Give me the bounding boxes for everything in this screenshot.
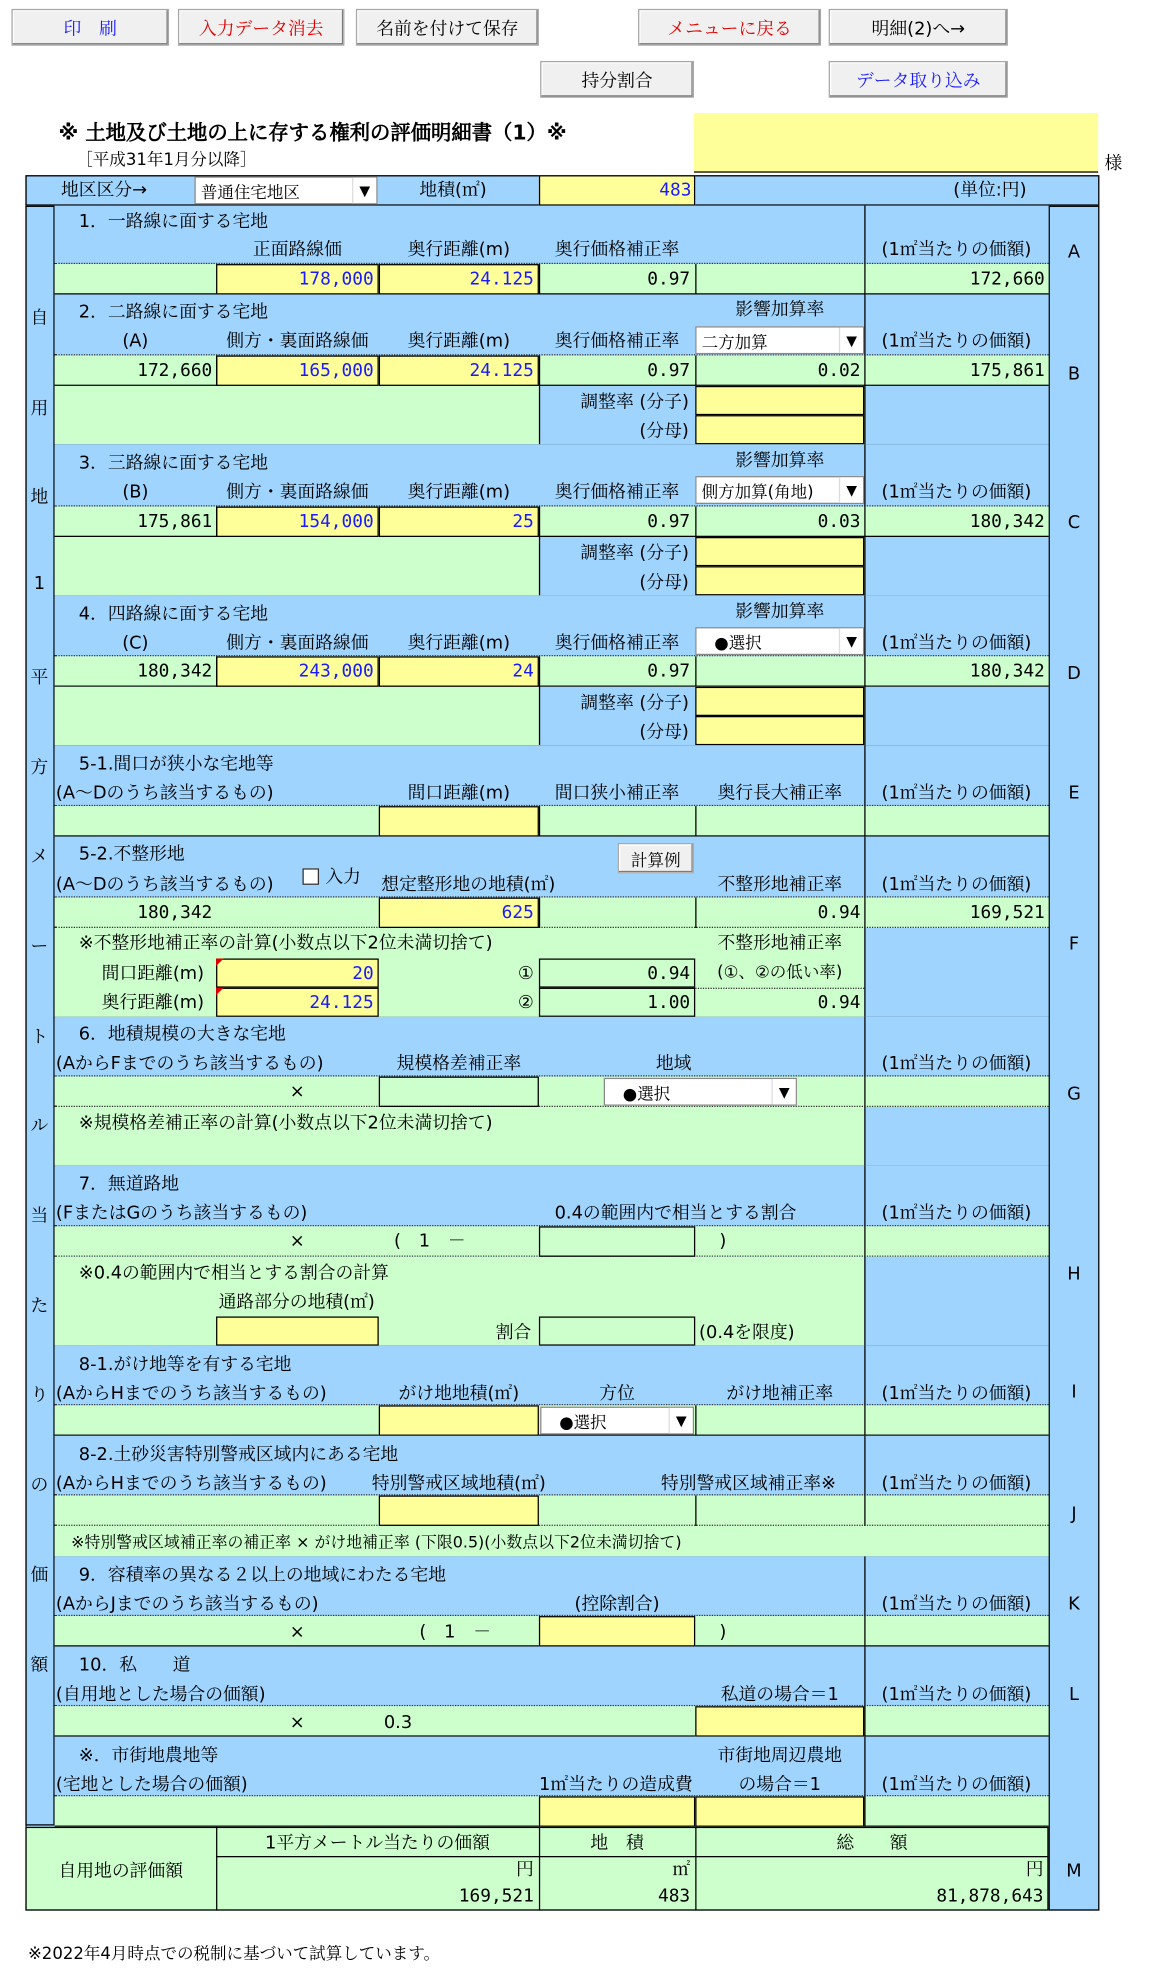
- s2-side-price-label: 側方・裏面路線価: [226, 331, 369, 352]
- s4-depth-label: 奥行距離(m): [407, 633, 511, 654]
- s2-adj-num-label: 調整率 (分子): [580, 392, 689, 413]
- s3-per-m2-label: (1㎡当たりの価額): [881, 482, 1032, 503]
- s2-depth-value: 24.125: [469, 360, 534, 381]
- sfarm-per-m2-label: (1㎡当たりの価額): [881, 1774, 1032, 1796]
- s52-c2: ②: [517, 992, 534, 1014]
- s7-sub: (FまたはGのうち該当するもの): [55, 1203, 308, 1224]
- s10-letter: L: [1069, 1684, 1079, 1705]
- s3-method-value: 側方加算(角地): [701, 483, 814, 503]
- side-label-char: 額: [30, 1654, 49, 1676]
- s52-depth-value: 24.125: [309, 992, 374, 1014]
- save-as-button[interactable]: 名前を付けて保存: [356, 9, 539, 46]
- s52-v1: 0.94: [647, 963, 691, 984]
- side-label-char: メ: [30, 846, 49, 868]
- s51-narrow-label: 間口狭小補正率: [554, 783, 680, 804]
- s52-depth-label: 奥行距離(m): [101, 992, 205, 1014]
- s1-depth-label: 奥行距離(m): [407, 239, 511, 261]
- side-label-char: ル: [30, 1116, 49, 1137]
- s81-per-m2-label: (1㎡当たりの価額): [881, 1383, 1032, 1405]
- s7-note: ※0.4の範囲内で相当とする割合の計算: [78, 1263, 389, 1284]
- s4-side-price-label: 側方・裏面路線価: [226, 633, 369, 654]
- calc-example-button[interactable]: 計算例: [618, 843, 694, 873]
- s52-base-value: 180,342: [137, 902, 213, 923]
- side-label-char: 当: [30, 1206, 49, 1227]
- s4-influence-label: 影響加算率: [735, 601, 825, 623]
- s2-title: 2．二路線に面する宅地: [78, 302, 269, 323]
- s4-base-label: (C): [122, 633, 149, 654]
- s9-sub: (AからJまでのうち該当するもの): [55, 1594, 319, 1615]
- side-label-char: 1: [33, 573, 46, 595]
- s3-result-value: 180,342: [969, 511, 1045, 532]
- side-label-char: り: [30, 1385, 49, 1406]
- s52-title: 5-2.不整形地: [78, 844, 185, 865]
- s6-scale-cell: [379, 1077, 539, 1107]
- s3-letter: C: [1067, 512, 1081, 534]
- s6-note: ※規模格差補正率の計算(小数点以下2位未満切捨て): [78, 1113, 493, 1134]
- eval-area-head: 地 積: [590, 1833, 644, 1854]
- s4-per-m2-label: (1㎡当たりの価額): [881, 633, 1032, 654]
- s52-lower-label: (①、②の低い率): [717, 963, 843, 983]
- s3-title: 3．三路線に面する宅地: [78, 453, 269, 474]
- s6-region-select[interactable]: [604, 1078, 797, 1106]
- form-title: ※ 土地及び土地の上に存する権利の評価明細書（1）※: [58, 120, 567, 145]
- s3-side-price-label: 側方・裏面路線価: [226, 482, 369, 503]
- s82-letter: J: [1071, 1504, 1077, 1525]
- s2-rate-value: 0.97: [647, 360, 691, 381]
- s1-per-m2-label: (1㎡当たりの価額): [881, 239, 1032, 261]
- s51-long-label: 奥行長大補正率: [717, 783, 843, 804]
- clear-input-button[interactable]: 入力データ消去: [178, 9, 345, 46]
- s52-rate-value: 0.94: [817, 902, 861, 923]
- sama-label: 様: [1104, 153, 1123, 174]
- s2-result-value: 175,861: [969, 360, 1045, 381]
- s52-result-value: 169,521: [969, 902, 1045, 923]
- s3-adj-den-input[interactable]: [695, 566, 864, 595]
- s52-input-label: 入力: [325, 867, 361, 888]
- s6-scale-label: 規模格差補正率: [396, 1053, 522, 1074]
- owner-name-input[interactable]: [694, 113, 1098, 173]
- s4-letter: D: [1067, 663, 1081, 685]
- s81-direction-value: ●選択: [559, 1413, 607, 1433]
- print-button[interactable]: 印 刷: [11, 9, 169, 46]
- s3-adj-num-input[interactable]: [695, 537, 864, 566]
- s7-per-m2-label: (1㎡当たりの価額): [881, 1203, 1032, 1224]
- s81-direction-select[interactable]: [540, 1407, 694, 1435]
- s9-times: ×: [289, 1622, 305, 1643]
- s3-side-price-value: 154,000: [298, 511, 374, 532]
- s52-letter: F: [1068, 934, 1080, 955]
- s2-base-value: 172,660: [137, 360, 213, 381]
- s82-area-label: 特別警戒区域地積(㎡): [371, 1473, 546, 1495]
- s82-area-input[interactable]: [379, 1495, 539, 1525]
- s52-irr-rate2-label: 不整形地補正率: [717, 933, 843, 954]
- s4-base-value: 180,342: [137, 661, 213, 682]
- s52-final-value: 0.94: [817, 992, 861, 1014]
- s10-factor: 0.3: [383, 1712, 413, 1733]
- s51-sub: (A～Dのうち該当するもの): [55, 783, 274, 804]
- side-label-char: 方: [30, 757, 49, 778]
- s51-frontage-label: 間口距離(m): [407, 783, 511, 804]
- s82-per-m2-label: (1㎡当たりの価額): [881, 1473, 1032, 1495]
- s1-rate-value: 0.97: [647, 269, 691, 290]
- s9-deduct-input[interactable]: [539, 1616, 695, 1646]
- s3-adj-num-label: 調整率 (分子): [580, 543, 689, 564]
- s1-title: 1．一路線に面する宅地: [78, 212, 269, 233]
- chevron-down-icon: ▼: [352, 178, 376, 203]
- s2-adj-den-input[interactable]: [695, 415, 864, 444]
- area-label: 地積(㎡): [419, 180, 487, 201]
- eval-area-value: 483: [658, 1886, 691, 1907]
- s4-adj-num-input[interactable]: [695, 687, 864, 716]
- eval-price-head: 1平方メートル当たりの価額: [265, 1833, 490, 1854]
- s3-influence-label: 影響加算率: [735, 450, 825, 471]
- s51-letter: E: [1068, 783, 1080, 804]
- eval-m2-unit: ㎡: [672, 1859, 691, 1881]
- s6-title: 6．地積規模の大きな宅地: [78, 1024, 286, 1045]
- s51-title: 5-1.間口が狭小な宅地等: [78, 754, 274, 775]
- s4-result-value: 180,342: [969, 661, 1045, 682]
- s2-rate-label: 奥行価格補正率: [554, 331, 680, 352]
- s9-title: 9．容積率の異なる２以上の地域にわたる宅地: [78, 1565, 447, 1586]
- s52-irr-rate-label: 不整形地補正率: [717, 874, 843, 895]
- s10-private-label: 私道の場合＝1: [720, 1684, 839, 1705]
- s52-c1: ①: [517, 963, 534, 984]
- s81-cliff-area-label: がけ地地積(㎡): [398, 1383, 520, 1405]
- s3-adj-den-label: (分母): [639, 572, 689, 593]
- s7-ratio-label: 割合: [495, 1322, 532, 1344]
- sfarm-cost-input[interactable]: [539, 1796, 695, 1826]
- s4-adj-den-input[interactable]: [695, 716, 864, 745]
- s1-rate-label: 奥行価格補正率: [554, 239, 680, 261]
- district-select-value: 普通住宅地区: [200, 183, 300, 203]
- s81-sub: (AからHまでのうち該当するもの): [55, 1383, 327, 1405]
- s6-sub: (AからFまでのうち該当するもの): [55, 1053, 324, 1074]
- s1-front-label: 正面路線価: [252, 239, 342, 261]
- s7-open: ( 1 －: [394, 1231, 466, 1252]
- s3-base-label: (B): [122, 482, 149, 503]
- s2-adj-num-input[interactable]: [695, 386, 864, 415]
- footer-note: ※2022年4月時点での税制に基づいて試算しています。: [27, 1944, 441, 1964]
- s3-depth-label: 奥行距離(m): [407, 482, 511, 503]
- s81-title: 8-1.がけ地等を有する宅地: [78, 1354, 292, 1375]
- side-label-char: 用: [30, 398, 49, 419]
- s7-close: ): [719, 1231, 727, 1252]
- form-subtitle: ［平成31年1月分以降］: [76, 151, 257, 171]
- s2-base-label: (A): [122, 331, 149, 352]
- s6-region-value: ●選択: [622, 1084, 671, 1104]
- eval-total-head: 総 額: [836, 1833, 908, 1854]
- s51-per-m2-label: (1㎡当たりの価額): [881, 783, 1032, 804]
- s52-sub: (A～Dのうち該当するもの): [55, 874, 274, 895]
- s10-title: 10．私 道: [78, 1655, 191, 1676]
- s7-range-cell: [539, 1226, 695, 1256]
- s6-letter: G: [1067, 1084, 1081, 1105]
- s9-per-m2-label: (1㎡当たりの価額): [881, 1594, 1032, 1615]
- s82-title: 8-2.土砂災害特別警戒区域内にある宅地: [78, 1444, 399, 1466]
- s81-cliff-area-input[interactable]: [379, 1405, 539, 1435]
- s81-cliff-rate-label: がけ地補正率: [726, 1383, 834, 1405]
- s7-limit-label: (0.4を限度): [699, 1322, 795, 1344]
- s2-depth-label: 奥行距離(m): [407, 331, 511, 352]
- s4-depth-value: 24: [512, 661, 534, 682]
- s82-note: ※特別警戒区域補正率の補正率 × がけ地補正率 (下限0.5)(小数点以下2位未満切捨て): [71, 1532, 682, 1552]
- sfarm-near-input[interactable]: [695, 1796, 864, 1826]
- s81-letter: I: [1071, 1382, 1077, 1403]
- s2-influence-label: 影響加算率: [735, 299, 825, 320]
- side-label-char: 平: [30, 667, 49, 688]
- side-label-char: た: [30, 1295, 49, 1317]
- chevron-down-icon: ▼: [839, 477, 863, 502]
- side-label-char: 価: [30, 1565, 49, 1586]
- eval-yen-unit: 円: [516, 1859, 534, 1881]
- unit-label: (単位:円): [953, 180, 1027, 201]
- s1-result-value: 172,660: [969, 269, 1045, 290]
- s9-letter: K: [1068, 1594, 1080, 1615]
- s10-private-input[interactable]: [695, 1706, 864, 1736]
- eval-price-value: 169,521: [458, 1886, 534, 1907]
- s3-depth-value: 25: [512, 511, 534, 532]
- s1-letter: A: [1067, 242, 1081, 263]
- s3-rate-value: 0.97: [647, 511, 691, 532]
- data-import-button[interactable]: データ取り込み: [829, 61, 1008, 98]
- s7-ratio-cell: [539, 1316, 695, 1345]
- s4-side-price-value: 243,000: [298, 661, 374, 682]
- s2-side-price-value: 165,000: [298, 360, 374, 381]
- s7-letter: H: [1067, 1264, 1081, 1285]
- chevron-down-icon: ▼: [669, 1408, 693, 1433]
- s7-road-area-label: 通路部分の地積(㎡): [218, 1292, 375, 1313]
- s3-method-select[interactable]: [695, 476, 864, 504]
- s7-road-area-input[interactable]: [216, 1316, 379, 1345]
- s2-adj-den-label: (分母): [639, 421, 689, 442]
- s81-direction-label: 方位: [599, 1383, 635, 1405]
- s2-influence-value: 0.02: [817, 360, 861, 381]
- s52-note: ※不整形地補正率の計算(小数点以下2位未満切捨て): [78, 933, 493, 954]
- s3-rate-label: 奥行価格補正率: [554, 482, 680, 503]
- s7-range-label: 0.4の範囲内で相当とする割合: [554, 1203, 797, 1224]
- s9-close: ): [719, 1622, 727, 1643]
- letter-column: [1049, 206, 1100, 1911]
- s7-times: ×: [289, 1231, 305, 1252]
- side-label-char: の: [30, 1475, 49, 1496]
- district-select[interactable]: [194, 176, 377, 204]
- s2-method-value: 二方加算: [701, 333, 768, 353]
- s4-method-select[interactable]: [695, 627, 864, 655]
- share-ratio-button[interactable]: 持分割合: [540, 61, 694, 98]
- s4-method-value: ●選択: [714, 634, 762, 654]
- s9-deduct-label: (控除割合): [574, 1594, 660, 1615]
- s4-rate-label: 奥行価格補正率: [554, 633, 680, 654]
- sfarm-cost-label: 1㎡当たりの造成費: [539, 1774, 693, 1796]
- eval-total-value: 81,878,643: [936, 1886, 1044, 1907]
- area-value: 483: [659, 180, 692, 201]
- sfarm-near1-label: 市街地周辺農地: [717, 1745, 843, 1766]
- s52-assumed-value: 625: [501, 902, 534, 923]
- side-label-char: ト: [30, 1026, 49, 1047]
- s10-times: ×: [289, 1712, 305, 1733]
- s4-rate-value: 0.97: [647, 661, 691, 682]
- s4-adj-den-label: (分母): [639, 722, 689, 743]
- s3-base-value: 175,861: [137, 511, 213, 532]
- sfarm-title: ※．市街地農地等: [78, 1745, 219, 1766]
- s52-v2: 1.00: [647, 992, 691, 1014]
- s4-title: 4．四路線に面する宅地: [78, 604, 269, 625]
- s4-adj-num-label: 調整率 (分子): [580, 693, 689, 714]
- s9-open: ( 1 －: [419, 1622, 492, 1643]
- s52-frontage-label: 間口距離(m): [101, 963, 205, 984]
- s52-per-m2-label: (1㎡当たりの価額): [881, 874, 1032, 895]
- back-to-menu-button[interactable]: メニューに戻る: [638, 9, 821, 46]
- eval-label: 自用地の評価額: [58, 1861, 184, 1882]
- chevron-down-icon: ▼: [839, 628, 863, 653]
- s2-per-m2-label: (1㎡当たりの価額): [881, 331, 1032, 352]
- side-label-char: 地: [30, 487, 49, 509]
- chevron-down-icon: ▼: [771, 1079, 795, 1104]
- s82-sub: (AからHまでのうち該当するもの): [55, 1473, 327, 1495]
- chevron-down-icon: ▼: [839, 328, 863, 353]
- s6-times: ×: [289, 1081, 305, 1102]
- s52-assumed-label: 想定整形地の地積(㎡): [381, 874, 556, 895]
- s10-per-m2-label: (1㎡当たりの価額): [881, 1684, 1032, 1705]
- s1-front-value: 178,000: [298, 269, 374, 290]
- s3-influence-value: 0.03: [817, 511, 861, 532]
- s2-method-select[interactable]: [695, 326, 864, 354]
- eval-yen-unit-2: 円: [1025, 1859, 1044, 1881]
- s7-title: 7．無道路地: [78, 1174, 180, 1195]
- s6-per-m2-label: (1㎡当たりの価額): [881, 1053, 1032, 1074]
- next-detail-button[interactable]: 明細(2)へ→: [829, 9, 1008, 46]
- sfarm-sub: (宅地とした場合の価額): [55, 1774, 248, 1796]
- s82-rate-label: 特別警戒区域補正率※: [660, 1473, 836, 1495]
- district-label: 地区区分→: [61, 180, 148, 201]
- s51-frontage-input[interactable]: [379, 806, 539, 836]
- side-label-char: ー: [30, 936, 49, 958]
- s10-sub: (自用地とした場合の価額): [55, 1684, 266, 1705]
- s2-letter: B: [1067, 364, 1081, 385]
- s1-depth-value: 24.125: [469, 269, 534, 290]
- s52-input-checkbox[interactable]: [302, 868, 319, 885]
- eval-letter: M: [1066, 1861, 1082, 1882]
- side-label-char: 自: [30, 308, 49, 329]
- s6-region-label: 地域: [655, 1053, 692, 1074]
- s52-frontage-value: 20: [352, 963, 374, 984]
- sfarm-near2-label: の場合＝1: [738, 1774, 822, 1796]
